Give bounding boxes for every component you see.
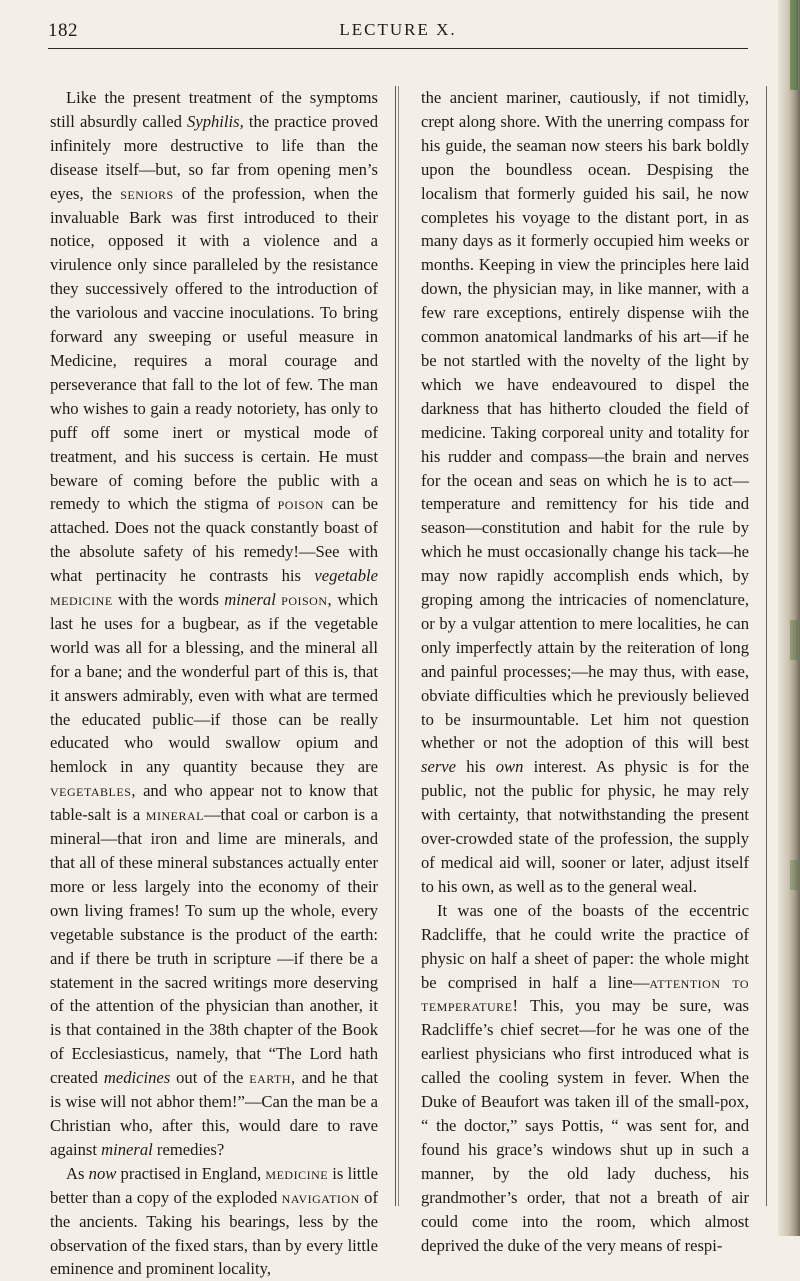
paragraph: the ancient mariner, cautiously, if not timidly, crept along shore. With the unerring compass for his guide, the seaman now steers his bark boldly upon the boundless ocean. Despising the localism that formerly guided his sail, he now completes his voyage to the distant port, in as many days as it formerly occupied him weeks or months. Keeping in view the principles here laid down, the physician may, in like manner, with a few rare exceptions, entirely dispense wiih the common anatomical landmarks of his art—if he be not startled with the novelty of the light by which we have endeavoured to dispel the darkness that has hitherto clouded the field of medicine. Taking corporeal unity and totality for his rudder and compass—the brain and nerves for the ocean and seas on which he is to act—temperature and remittency for his tide and season—constitution and habit for the rule by which he must occasionally change his tack—he may now rapidly accomplish ends which, by groping among the intricacies of nomenclature, or by a vulgar attention to mere localities, he can only imperfectly attain by the reiteration of long and painful processes;—he may thus, with ease, obviate difficulties which he previously believed to be insurmountable. Let him not question whether or not the adoption of this will best serve his own interest. As physic is for the public, not the public for physic, he may rely with certainty, that notwithstanding the present over-crowded state of the profession, the supply of medical aid will, sooner or later, adjust itself to his own, as well as to the general weal.	[421, 88, 749, 896]
paragraph: It was one of the boasts of the eccentric Radcliffe, that he could write the practice of physic on half a sheet of paper: the whole might be comprised in half a line—attention to temperature! This, you may be sure, was Radcliffe’s chief secret—for he was one of the earliest physicians who first introduced what is called the cooling system in fever. When the Duke of Beaufort was taken ill of the small-pox, “ the doctor,” says Pottis, “ was sent for, and found his grace’s windows shut up in such a manner, by the old lady duchess, his grandmother’s order, that not a breath of air could come into the room, which almost deprived the duke of the very means of respi-	[421, 900, 749, 1255]
paragraph: Like the present treatment of the symptoms still absurdly called Syphilis, the practice proved infinitely more destructive to life than the disease itself—but, so far from opening men’s eyes, the seniors of the profession, when the invaluable Bark was first introduced to their notice, opposed it with a violence and a virulence only since paralleled by the resistance they successively offered to the introduction of the variolous and vaccine inoculations. To bring forward any sweeping or useful measure in Medicine, requires a moral courage and perseverance that fall to the lot of few. The man who wishes to gain a ready notoriety, has only to puff off some inert or mystical mode of treatment, and his success is certain. He must beware of coming before the public with a remedy to which the stigma of poison can be attached. Does not the quack constantly boast of the absolute safety of his remedy!—See with what pertinacity he contrasts his vegetable medicine with the words mineral poison, which last he uses for a bugbear, as if the vegetable world was all for a blessing, and the mineral all for a bane; and the wonderful part of this is, that it answers admirably, even with what are termed the educated public—if those can be really educated who would swallow opium and hemlock in any quantity because they are vegetables, and who appear not to know that table-salt is a mineral—that coal or carbon is a mineral—that iron and lime are minerals, and that all of these mineral substances actually enter more or less largely into the economy of their own living frames! To sum up the whole, every vegetable substance is the product of the earth: and if there be truth in scripture —if there be a statement in the sacred writings more deserving of the attention of the physician than another, it is that contained in the 38th chapter of the Book of Ecclesiasticus, namely, that “The Lord hath created medicines out of the earth, and he that is wise will not abhor them!”—Can the man be a Christian who, after this, would dare to rave against mineral remedies?	[50, 88, 379, 1159]
right-column	[421, 86, 749, 1257]
edge-stain	[790, 860, 798, 890]
running-title: LECTURE X.	[339, 20, 457, 39]
column-divider	[398, 86, 399, 1206]
right-margin-rule	[766, 86, 767, 1206]
column-divider	[395, 86, 396, 1206]
edge-stain	[790, 0, 798, 90]
page-header	[48, 20, 748, 48]
left-column	[50, 86, 378, 1281]
header-rule	[48, 48, 748, 49]
edge-stain	[790, 620, 798, 660]
paragraph: As now practised in England, medicine is little better than a copy of the exploded navigation of the ancients. Taking his bearings, less by the observation of the fixed stars, than by every little eminence and prominent locality,	[50, 1163, 378, 1279]
page-number: 182	[48, 20, 78, 41]
book-spine-edge	[778, 0, 800, 1236]
